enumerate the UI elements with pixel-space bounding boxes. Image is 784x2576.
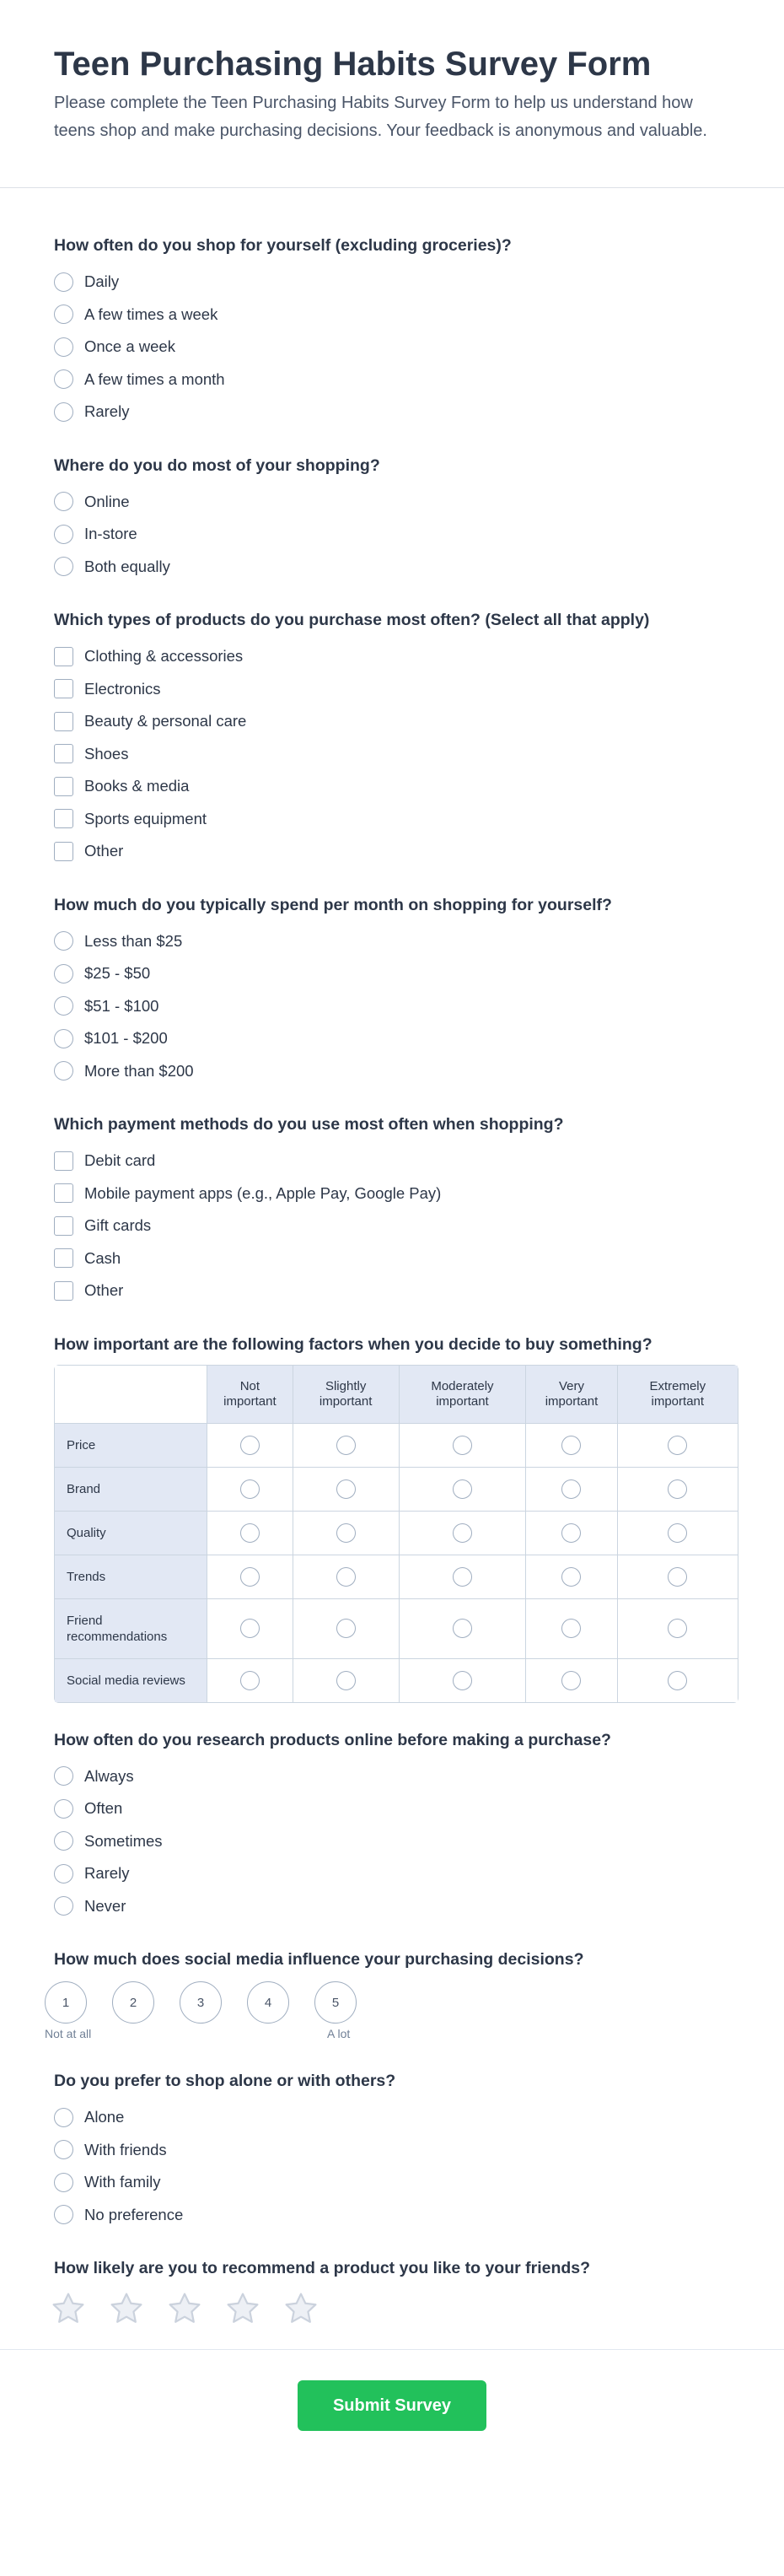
radio-button[interactable] — [54, 1766, 73, 1786]
checkbox-option[interactable] — [54, 1145, 730, 1178]
option-label: Sometimes — [84, 1831, 163, 1850]
radio-button[interactable] — [54, 369, 73, 389]
matrix-radio[interactable] — [668, 1523, 687, 1543]
checkbox[interactable] — [54, 1183, 73, 1203]
option-label: No preference — [84, 2205, 184, 2223]
radio-option[interactable] — [54, 2166, 730, 2199]
matrix-row-header: Social media reviews — [55, 1659, 207, 1702]
scale-option[interactable]: 5 — [314, 1981, 357, 2024]
checkbox[interactable] — [54, 809, 73, 828]
radio-button[interactable] — [54, 525, 73, 544]
matrix-row — [55, 1555, 738, 1599]
star-outline-icon[interactable] — [166, 2290, 203, 2327]
radio-button[interactable] — [54, 1029, 73, 1048]
radio-button[interactable] — [54, 557, 73, 576]
radio-button[interactable] — [54, 2108, 73, 2127]
option-label: More than $200 — [84, 1061, 194, 1080]
matrix-column-header: Slightly important — [293, 1366, 400, 1424]
question-recommend-likelihood — [54, 2256, 730, 2327]
radio-option[interactable] — [54, 1857, 730, 1890]
radio-button[interactable] — [54, 272, 73, 292]
question-shopping-location — [54, 454, 730, 584]
radio-button[interactable] — [54, 964, 73, 984]
radio-option[interactable] — [54, 925, 730, 958]
radio-button[interactable] — [54, 1061, 73, 1081]
radio-button[interactable] — [54, 2173, 73, 2192]
scale-option[interactable]: 4 — [247, 1981, 289, 2024]
scale-labels — [45, 2027, 730, 2044]
matrix-radio[interactable] — [453, 1671, 472, 1690]
page-title: Teen Purchasing Habits Survey Form — [54, 46, 652, 83]
radio-option[interactable] — [54, 1055, 730, 1088]
form-content — [0, 188, 784, 2327]
matrix-radio[interactable] — [561, 1671, 581, 1690]
matrix-radio[interactable] — [240, 1436, 260, 1455]
radio-option[interactable] — [54, 1022, 730, 1055]
question-title: Which payment methods do you use most often when shopping? — [54, 1115, 564, 1134]
option-label: A few times a month — [84, 369, 225, 388]
radio-button[interactable] — [54, 1831, 73, 1851]
radio-option[interactable] — [54, 1760, 730, 1793]
question-title: How often do you research products online before making a purchase? — [54, 1730, 611, 1749]
question-product-types — [54, 608, 730, 868]
matrix-row — [55, 1512, 738, 1555]
radio-button[interactable] — [54, 304, 73, 324]
rating-scale — [45, 1981, 730, 2024]
checkbox[interactable] — [54, 1281, 73, 1301]
matrix-radio[interactable] — [561, 1479, 581, 1499]
matrix-radio[interactable] — [453, 1619, 472, 1638]
question-title: How often do you shop for yourself (excluding groceries)? — [54, 236, 512, 255]
radio-button[interactable] — [54, 2205, 73, 2224]
checkbox-option[interactable] — [54, 770, 730, 803]
question-social-media-influence — [45, 1948, 730, 2044]
question-title: Do you prefer to shop alone or with others? — [54, 2072, 396, 2090]
option-label: A few times a week — [84, 304, 218, 323]
checkbox[interactable] — [54, 777, 73, 796]
matrix-radio[interactable] — [453, 1567, 472, 1587]
radio-button[interactable] — [54, 402, 73, 422]
scale-min-label: Not at all — [45, 2027, 92, 2040]
matrix-radio[interactable] — [453, 1436, 472, 1455]
checkbox[interactable] — [54, 744, 73, 763]
option-label: Gift cards — [84, 1216, 152, 1235]
option-label: Once a week — [84, 337, 175, 356]
matrix-row — [55, 1468, 738, 1512]
star-outline-icon[interactable] — [108, 2290, 145, 2327]
matrix-radio[interactable] — [240, 1619, 260, 1638]
scale-option[interactable]: 1 — [45, 1981, 87, 2024]
matrix-radio[interactable] — [336, 1523, 356, 1543]
radio-button[interactable] — [54, 1799, 73, 1819]
matrix-radio[interactable] — [453, 1523, 472, 1543]
checkbox-option[interactable] — [54, 1210, 730, 1242]
radio-option[interactable] — [54, 551, 730, 584]
radio-option[interactable] — [54, 299, 730, 331]
option-label: Online — [84, 492, 130, 510]
matrix-radio[interactable] — [668, 1436, 687, 1455]
question-monthly-spend — [54, 893, 730, 1088]
matrix-corner — [55, 1366, 207, 1424]
matrix-radio[interactable] — [668, 1619, 687, 1638]
radio-button[interactable] — [54, 996, 73, 1016]
option-label: Often — [84, 1799, 123, 1818]
matrix-radio[interactable] — [668, 1671, 687, 1690]
option-label: $101 - $200 — [84, 1029, 168, 1048]
form-header — [0, 0, 784, 188]
star-outline-icon[interactable] — [50, 2290, 87, 2327]
checkbox-option[interactable] — [54, 673, 730, 706]
matrix-row — [55, 1659, 738, 1702]
scale-option[interactable]: 2 — [112, 1981, 154, 2024]
matrix-radio[interactable] — [336, 1436, 356, 1455]
option-label: Rarely — [84, 1864, 130, 1883]
question-title: How much do you typically spend per month on shopping for yourself? — [54, 895, 612, 914]
option-label: Clothing & accessories — [84, 647, 244, 666]
radio-option[interactable] — [54, 2199, 730, 2232]
question-shop-company — [54, 2069, 730, 2231]
radio-option[interactable] — [54, 396, 730, 428]
radio-button[interactable] — [54, 2140, 73, 2159]
checkbox-option[interactable] — [54, 835, 730, 868]
matrix-column-header: Moderately important — [400, 1366, 527, 1424]
matrix-column-header: Extremely important — [618, 1366, 738, 1424]
option-label: Cash — [84, 1248, 121, 1267]
option-label: $25 - $50 — [84, 964, 151, 983]
question-title: Where do you do most of your shopping? — [54, 455, 380, 475]
importance-matrix — [54, 1365, 738, 1703]
question-shop-frequency — [54, 234, 730, 428]
checkbox[interactable] — [54, 647, 73, 666]
option-label: Daily — [84, 272, 120, 291]
radio-button[interactable] — [54, 1864, 73, 1883]
question-title: Which types of products do you purchase most often? (Select all that apply) — [54, 611, 650, 629]
checkbox[interactable] — [54, 1216, 73, 1236]
matrix-row-header: Quality — [55, 1512, 207, 1555]
option-label: Other — [84, 1281, 124, 1300]
checkbox[interactable] — [54, 679, 73, 698]
radio-option[interactable] — [54, 1792, 730, 1825]
radio-option[interactable] — [54, 1825, 730, 1858]
matrix-row-header: Friend recommendations — [55, 1599, 207, 1659]
question-online-research — [54, 1728, 730, 1923]
scale-option[interactable]: 3 — [180, 1981, 222, 2024]
checkbox-option[interactable] — [54, 738, 730, 771]
checkbox-option[interactable] — [54, 803, 730, 836]
matrix-radio[interactable] — [336, 1619, 356, 1638]
option-label: Books & media — [84, 777, 190, 795]
matrix-row — [55, 1424, 738, 1468]
matrix-radio[interactable] — [668, 1479, 687, 1499]
option-label: Alone — [84, 2108, 125, 2126]
option-label: Beauty & personal care — [84, 712, 247, 730]
matrix-radio[interactable] — [240, 1523, 260, 1543]
star-outline-icon[interactable] — [224, 2290, 261, 2327]
matrix-row-header: Trends — [55, 1555, 207, 1599]
radio-option[interactable] — [54, 486, 730, 519]
option-label: With friends — [84, 2140, 167, 2158]
question-payment-methods — [54, 1113, 730, 1307]
checkbox[interactable] — [54, 842, 73, 861]
checkbox-option[interactable] — [54, 640, 730, 673]
matrix-row-header: Price — [55, 1424, 207, 1468]
scale-max-label: A lot — [327, 2027, 351, 2040]
matrix-radio[interactable] — [336, 1671, 356, 1690]
matrix-column-header: Not important — [207, 1366, 293, 1424]
checkbox[interactable] — [54, 712, 73, 731]
question-importance-factors — [54, 1333, 730, 1703]
star-outline-icon[interactable] — [282, 2290, 320, 2327]
matrix-radio[interactable] — [240, 1567, 260, 1587]
option-label: With family — [84, 2173, 161, 2191]
checkbox-option[interactable] — [54, 1275, 730, 1307]
option-label: Other — [84, 842, 124, 860]
matrix-row-header: Brand — [55, 1468, 207, 1512]
checkbox-option[interactable] — [54, 1242, 730, 1275]
option-label: Shoes — [84, 744, 129, 763]
radio-button[interactable] — [54, 1896, 73, 1916]
radio-option[interactable] — [54, 518, 730, 551]
radio-button[interactable] — [54, 931, 73, 951]
checkbox[interactable] — [54, 1248, 73, 1268]
matrix-radio[interactable] — [336, 1479, 356, 1499]
question-title: How important are the following factors when you decide to buy something? — [54, 1334, 652, 1354]
matrix-radio[interactable] — [561, 1436, 581, 1455]
radio-option[interactable] — [54, 331, 730, 364]
option-label: Always — [84, 1766, 134, 1785]
radio-option[interactable] — [54, 957, 730, 990]
checkbox-option[interactable] — [54, 705, 730, 738]
checkbox-option[interactable] — [54, 1178, 730, 1210]
option-label: Rarely — [84, 402, 130, 421]
option-label: $51 - $100 — [84, 996, 159, 1015]
page-description: Please complete the Teen Purchasing Habits Survey Form to help us understand how teens shop and make purchasing decisions. Your feedback is anonymous and valuable. — [54, 94, 707, 140]
submit-button[interactable]: Submit Survey — [298, 2380, 486, 2431]
matrix-radio[interactable] — [336, 1567, 356, 1587]
question-title: How much does social media influence your purchasing decisions? — [54, 1950, 584, 1969]
option-label: Less than $25 — [84, 931, 183, 950]
option-label: Sports equipment — [84, 809, 207, 827]
matrix-radio[interactable] — [240, 1671, 260, 1690]
matrix-radio[interactable] — [561, 1567, 581, 1587]
option-label: Electronics — [84, 679, 161, 698]
radio-option[interactable] — [54, 266, 730, 299]
radio-button[interactable] — [54, 337, 73, 357]
option-label: Never — [84, 1896, 126, 1915]
form-footer — [0, 2349, 784, 2498]
matrix-radio[interactable] — [240, 1479, 260, 1499]
radio-option[interactable] — [54, 2134, 730, 2167]
matrix-row — [55, 1599, 738, 1659]
radio-option[interactable] — [54, 364, 730, 396]
matrix-column-header: Very important — [526, 1366, 617, 1424]
matrix-radio[interactable] — [668, 1567, 687, 1587]
option-label: In-store — [84, 525, 137, 543]
option-label: Both equally — [84, 557, 170, 575]
matrix-radio[interactable] — [453, 1479, 472, 1499]
option-label: Mobile payment apps (e.g., Apple Pay, Google Pay) — [84, 1183, 442, 1202]
radio-option[interactable] — [54, 1890, 730, 1923]
question-title: How likely are you to recommend a product you like to your friends? — [54, 2259, 591, 2277]
radio-option[interactable] — [54, 990, 730, 1023]
matrix-radio[interactable] — [561, 1523, 581, 1543]
radio-button[interactable] — [54, 492, 73, 511]
matrix-radio[interactable] — [561, 1619, 581, 1638]
option-label: Debit card — [84, 1151, 156, 1170]
checkbox[interactable] — [54, 1151, 73, 1171]
radio-option[interactable] — [54, 2101, 730, 2134]
star-rating — [50, 2290, 730, 2327]
